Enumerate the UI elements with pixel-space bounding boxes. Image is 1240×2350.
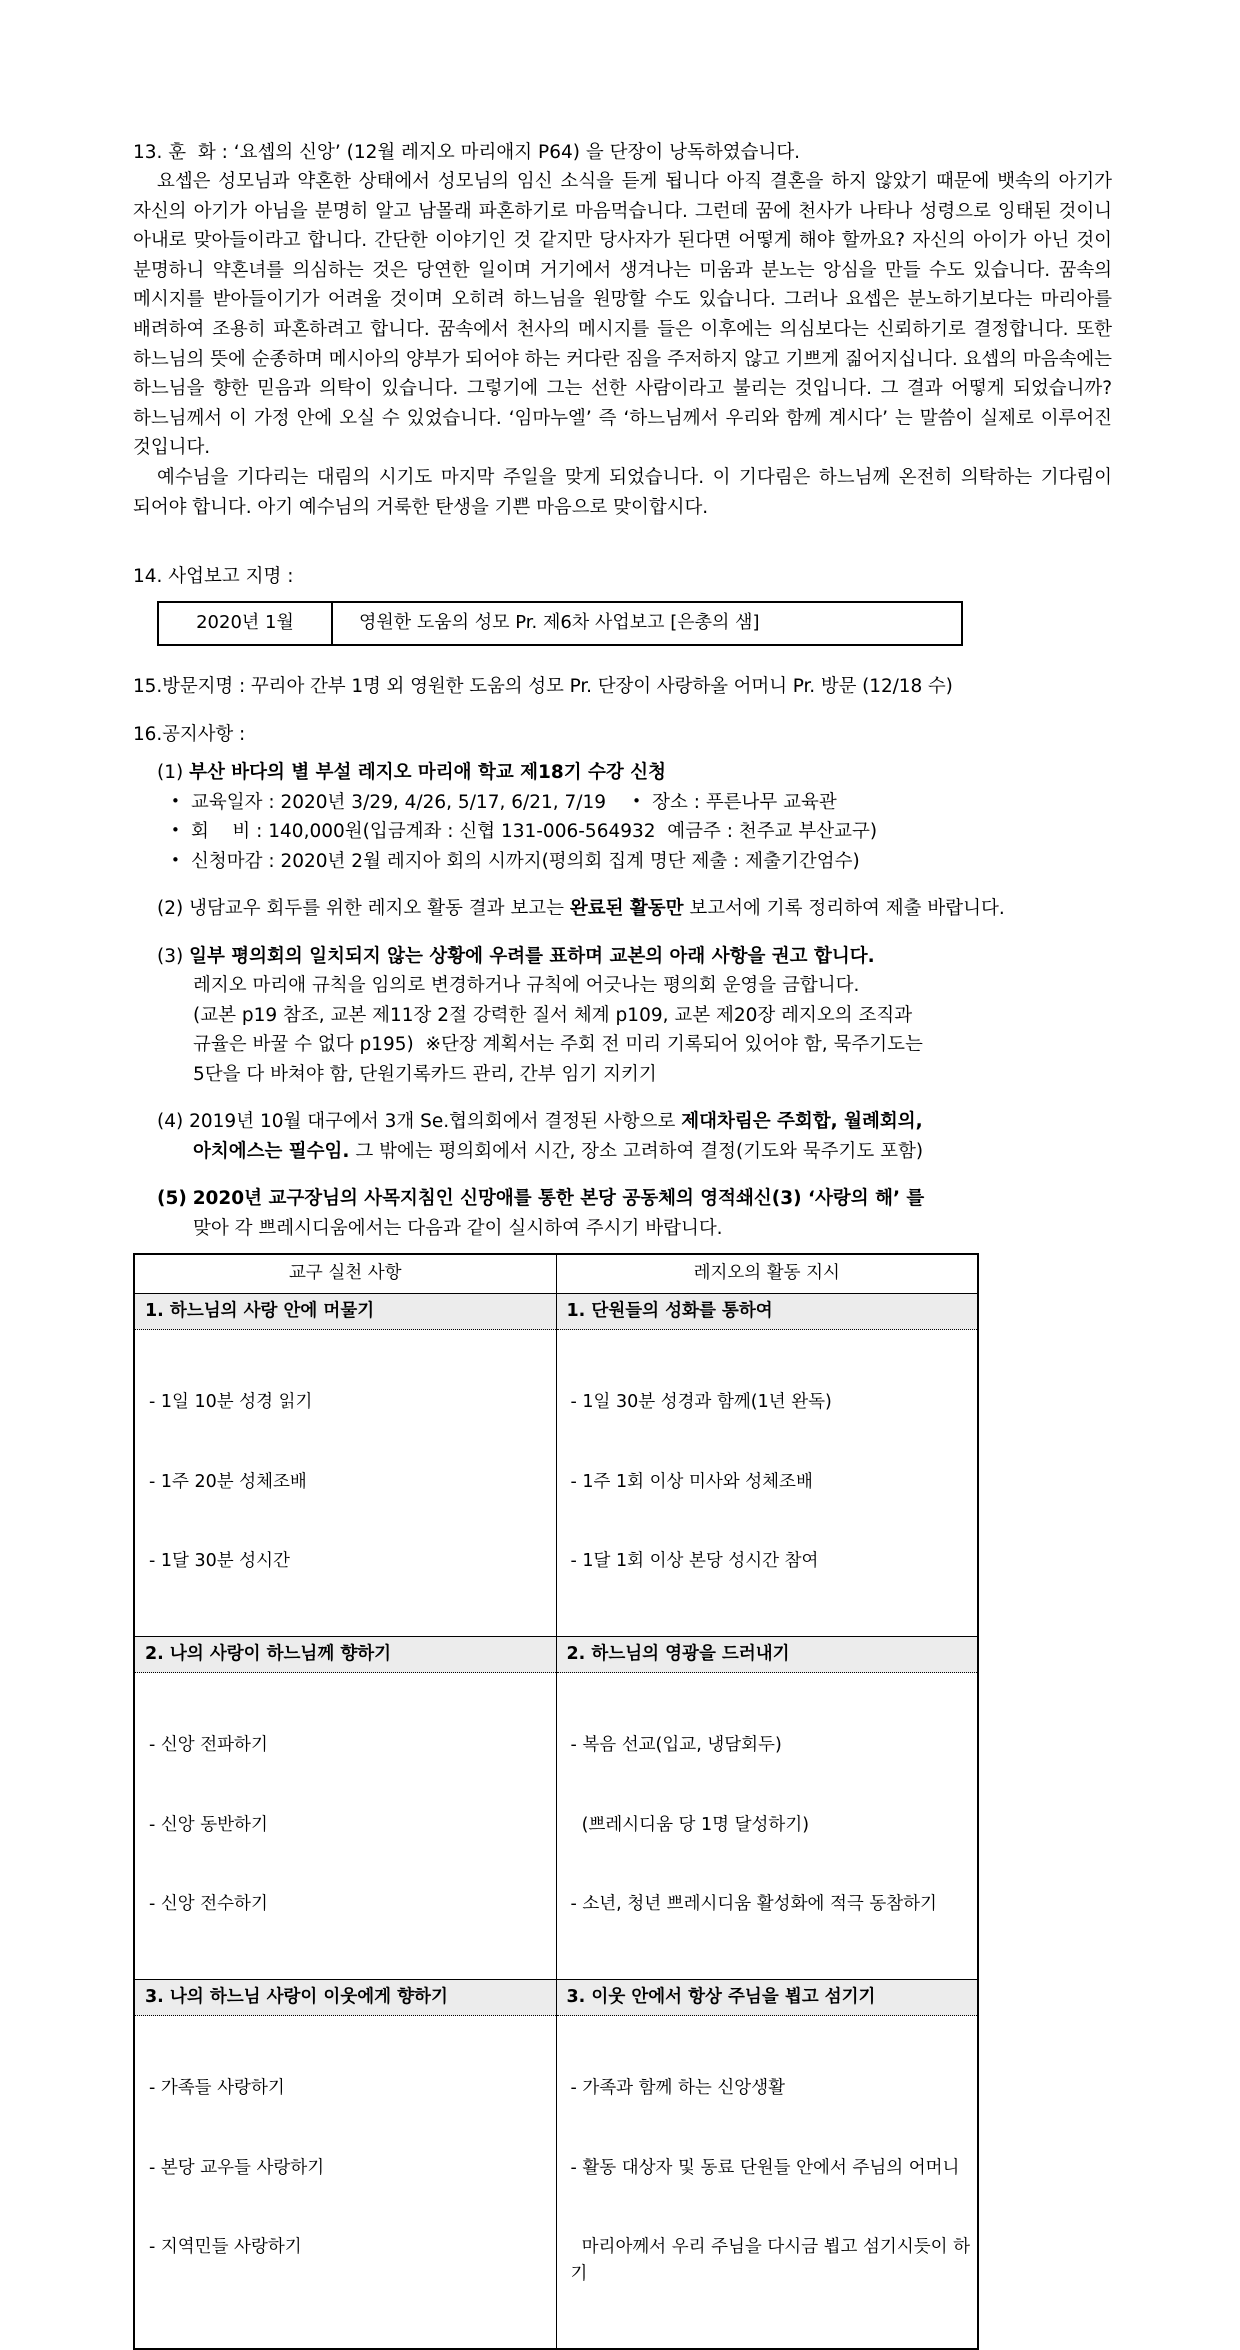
spacer [133, 646, 1112, 672]
list-item: (쁘레시디움 당 1명 달성하기) [570, 1814, 810, 1835]
notice-1-title: 부산 바다의 별 부설 레지오 마리애 학교 제18기 수강 신청 [189, 762, 666, 784]
notice-2-text-bold: 완료된 활동만 [569, 898, 684, 920]
table-row-group-title [134, 1979, 978, 2016]
section-13-paragraph-2: 예수님을 기다리는 대림의 시기도 마지막 주일을 맞게 되었습니다. 이 기다림은 하느님께 온전히 의탁하는 기다림이 되어야 합니다. 아기 예수님의 거룩한 탄생을 기쁜 마음으로 맞이합시다. [133, 466, 1112, 518]
spacer [133, 528, 1112, 562]
list-item: - 지역민들 사랑하기 [149, 2237, 302, 2258]
list-item: - 신앙 전수하기 [149, 1894, 268, 1915]
spacer [133, 876, 1112, 894]
notice-item-2 [157, 894, 1112, 924]
group-1-right-items [556, 1330, 978, 1637]
notice-item-5 [157, 1184, 1112, 1243]
notice-2-number: (2) [157, 898, 184, 920]
notice-1-number: (1) [157, 762, 184, 784]
group-2-right-items [556, 1673, 978, 1980]
group-3-left-items [134, 2016, 556, 2350]
list-item: - 활동 대상자 및 동료 단원들 안에서 주님의 어머니 [570, 2157, 960, 2178]
table-row [158, 602, 962, 645]
list-item: 마리아께서 우리 주님을 다시금 뵙고 섬기시듯이 하기 [570, 2237, 971, 2284]
notice-3-line-3: 규율은 바꿀 수 없다 p195) ※단장 계획서는 주회 전 미리 기록되어 있어야 함, 묵주기도는 [193, 1034, 923, 1056]
table-row-group-title [134, 1636, 978, 1673]
notice-4-line1-bold: 제대차림은 주회합, 월례회의, [681, 1111, 923, 1133]
list-item: - 1일 30분 성경과 함께(1년 완독) [570, 1392, 832, 1413]
notice-4-line2-post: 그 밖에는 평의회에서 시간, 장소 고려하여 결정(기도와 묵주기도 포함) [349, 1140, 924, 1162]
spacer [133, 749, 1112, 758]
business-report-table [157, 601, 963, 646]
column-header-diocese: 교구 실천 사항 [134, 1254, 556, 1293]
column-header-legio: 레지오의 활동 지시 [556, 1254, 978, 1293]
list-item: - 신앙 전파하기 [149, 1735, 268, 1756]
section-13-paragraph-1: 요셉은 성모님과 약혼한 상태에서 성모님의 임신 소식을 듣게 됩니다 아직 결혼을 하지 않았기 때문에 뱃속의 아기가 자신의 아기가 아님을 분명히 알고 남몰래 파혼하기로 마음먹습니다. 그런데 꿈에 천사가 나타나 성령으로 잉태된 것이니 아내로 맞아들이라고 합니다. 간단한 이야기인 것 같지만 당사자가 된다면 어떻게 해야 할까요? 자신의 아이가 아닌 것이 분명하니 약혼녀를 의심하는 것은 당연한 일이며 거기에서 생겨나는 미움과 분노는 앙심을 만들 수도 있습니다. 꿈속의 메시지를 받아들이기가 어려울 것이며 오히려 하느님을 원망할 수도 있습니다. 그러나 요셉은 분노하기보다는 마리아를 배려하여 조용히 파혼하려고 합니다. 꿈속에서 천사의 메시지를 들은 이후에는 의심보다는 신뢰하기로 결정합니다. 또한 하느님의 뜻에 순종하며 메시아의 양부가 되어야 하는 커다란 짐을 주저하지 않고 기쁘게 짊어지십니다. 요셉의 마음속에는 하느님을 향한 믿음과 의탁이 있습니다. 그렇기에 그는 선한 사람이라고 불리는 것입니다. 그 결과 어떻게 되었습니까? 하느님께서 이 가정 안에 오실 수 있었습니다. ‘임마누엘’ 즉 ‘하느님께서 우리와 함께 계시다’ 는 말씀이 실제로 이루어진 것입니다. [133, 171, 1112, 459]
section-15-text: 꾸리아 간부 1명 외 영원한 도움의 성모 Pr. 단장이 사랑하올 어머니 Pr. 방문 (12/18 수) [250, 676, 953, 698]
notice-3-line-1: 레지오 마리애 규칙을 임의로 변경하거나 규칙에 어긋나는 평의회 운영을 금합니다. [193, 975, 860, 997]
group-1-right-title: 1. 단원들의 성화를 통하여 [556, 1293, 978, 1330]
notice-5-line-2: 맞아 각 쁘레시디움에서는 다음과 같이 실시하여 주시기 바랍니다. [193, 1217, 723, 1239]
table-row-group-body [134, 2016, 978, 2350]
report-period-cell: 2020년 1월 [158, 602, 332, 645]
list-item [157, 788, 1112, 818]
notice-3-line-2: (교본 p19 참조, 교본 제11장 2절 강력한 질서 체계 p109, 교본 제20장 레지오의 조직과 [193, 1004, 913, 1026]
list-item: - 본당 교우들 사랑하기 [149, 2157, 325, 2178]
notice-4-line-2 [193, 1137, 1112, 1167]
list-item: - 신앙 동반하기 [149, 1814, 268, 1835]
notice-3-title-line [157, 942, 1112, 972]
list-item: - 1주 20분 성체조배 [149, 1471, 307, 1492]
notice-5-text-1: 2020년 교구장님의 사목지침인 신망애를 통한 본당 공동체의 영적쇄신(3) ‘사랑의 해’ 를 [192, 1188, 925, 1210]
section-14-heading: 14. 사업보고 지명 : [133, 566, 294, 588]
notice-4-line1-pre: 2019년 10월 대구에서 3개 Se.협의회에서 결정된 사항으로 [189, 1111, 682, 1133]
notice-2-text-post: 보고서에 기록 정리하여 제출 바랍니다. [683, 898, 1005, 920]
table-row-group-title [134, 1293, 978, 1330]
notice-1-bullets [157, 788, 1112, 877]
notice-5-line-1 [157, 1184, 1112, 1214]
list-item: - 1달 30분 성시간 [149, 1551, 290, 1572]
section-16-heading: 16.공지사항 : [133, 723, 246, 745]
group-3-left-title: 3. 나의 하느님 사랑이 이웃에게 향하기 [134, 1979, 556, 2016]
section-15-heading: 15.방문지명 : [133, 676, 246, 698]
practice-guidelines-table [133, 1253, 979, 2350]
notice-4-number: (4) [157, 1111, 184, 1133]
bullet-1-right: • 장소 : 푸른나무 교육관 [632, 788, 837, 818]
spacer [133, 1089, 1112, 1107]
notice-3-title: 일부 평의회의 일치되지 않는 상황에 우려를 표하며 교본의 아래 사항을 권고 합니다. [189, 945, 875, 967]
list-item: - 1주 1회 이상 미사와 성체조배 [570, 1471, 813, 1492]
section-13-heading: 13. 훈 화 : ‘요셉의 신앙’ (12월 레지오 마리애지 P64) 을 단장이 낭독하였습니다. [133, 142, 801, 163]
group-2-right-title: 2. 하느님의 영광을 드러내기 [556, 1636, 978, 1673]
report-description-cell: 영원한 도움의 성모 Pr. 제6차 사업보고 [은총의 샘] [332, 602, 962, 645]
section-15 [133, 672, 1112, 702]
notice-1-title-line [157, 758, 1112, 788]
section-14 [133, 562, 1112, 646]
group-2-left-title: 2. 나의 사랑이 하느님께 향하기 [134, 1636, 556, 1673]
list-item: - 소년, 청년 쁘레시디움 활성화에 적극 동참하기 [570, 1894, 937, 1915]
group-3-right-title: 3. 이웃 안에서 항상 주님을 뵙고 섬기기 [556, 1979, 978, 2016]
notice-4-line-1 [157, 1107, 1112, 1137]
spacer [133, 924, 1112, 942]
list-item: - 복음 선교(입교, 냉담회두) [570, 1735, 782, 1756]
group-3-right-items [556, 2016, 978, 2350]
notice-item-4 [157, 1107, 1112, 1166]
list-item: - 가족들 사랑하기 [149, 2078, 285, 2099]
notice-item-3 [157, 942, 1112, 1090]
section-16 [133, 720, 1112, 1244]
notice-3-number: (3) [157, 945, 184, 967]
list-item [157, 847, 1112, 877]
table-row-group-body [134, 1673, 978, 1980]
section-13 [133, 138, 1112, 522]
table-row-group-body [134, 1330, 978, 1637]
notice-4-line2-bold: 아치에스는 필수임. [193, 1140, 350, 1162]
spacer [133, 1166, 1112, 1184]
list-item: - 1달 1회 이상 본당 성시간 참여 [570, 1551, 819, 1572]
notice-item-1 [157, 758, 1112, 876]
list-item: - 1일 10분 성경 읽기 [149, 1392, 313, 1413]
notice-2-line [157, 894, 1112, 924]
notice-5-number: (5) [157, 1188, 187, 1210]
list-item [157, 817, 1112, 847]
bullet-1-left: 교육일자 : 2020년 3/29, 4/26, 5/17, 6/21, 7/19 [191, 791, 607, 813]
spacer [133, 702, 1112, 720]
bullet-2-left: 회 비 : 140,000원(입금계좌 : 신협 131-006-564932 예금주 : 천주교 부산교구) [191, 821, 878, 843]
list-item: - 가족과 함께 하는 신앙생활 [570, 2078, 786, 2099]
group-1-left-title: 1. 하느님의 사랑 안에 머물기 [134, 1293, 556, 1330]
group-2-left-items [134, 1673, 556, 1980]
notice-3-line-4: 5단을 다 바쳐야 함, 단원기록카드 관리, 간부 임기 지키기 [193, 1063, 657, 1085]
notice-2-text-pre: 냉담교우 회두를 위한 레지오 활동 결과 보고는 [189, 898, 570, 920]
group-1-left-items [134, 1330, 556, 1637]
bullet-3-left: 신청마감 : 2020년 2월 레지아 회의 시까지(평의회 집계 명단 제출 : 제출기간엄수) [191, 850, 860, 872]
table-header-row [134, 1254, 978, 1293]
